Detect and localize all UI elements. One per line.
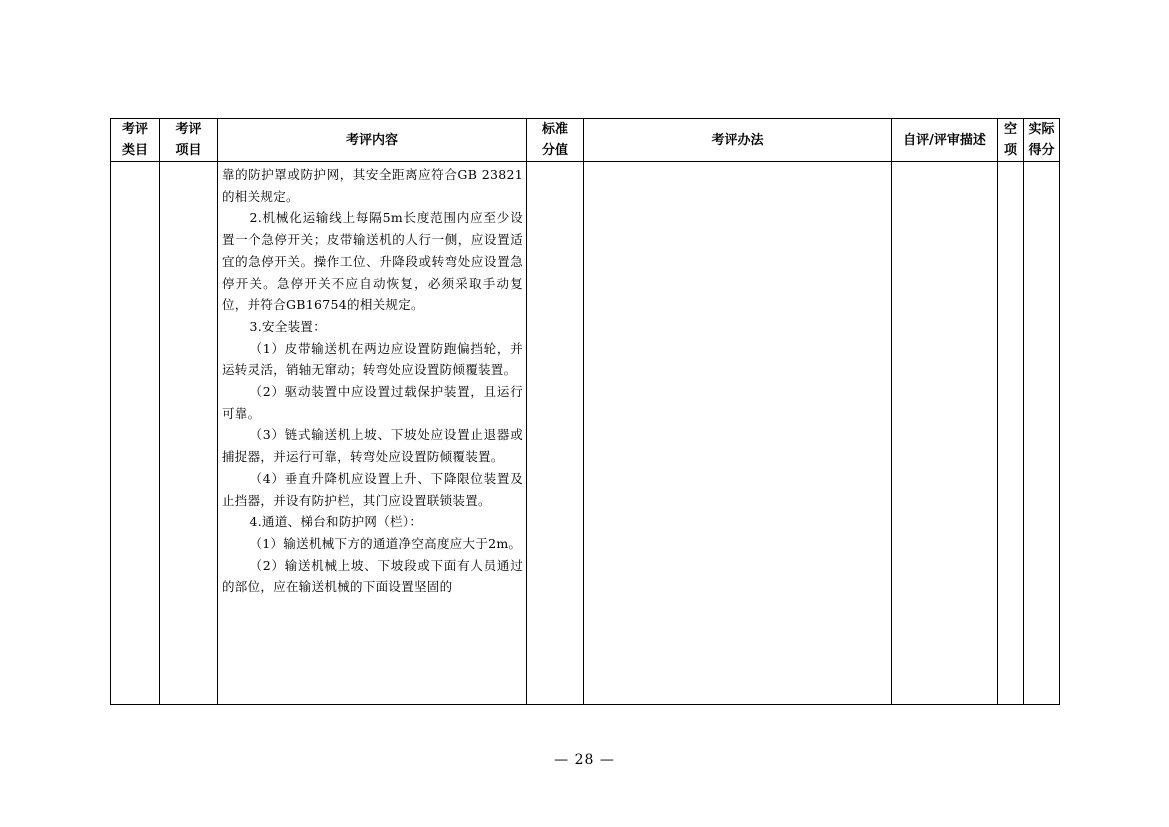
content-paragraph: 4.通道、梯台和防护网（栏）： (249, 514, 423, 530)
table-header-row (111, 119, 1060, 162)
cell-category (111, 162, 160, 705)
cell-method (584, 162, 892, 705)
header-standard-score: 标准 分值 (527, 119, 584, 162)
content-paragraph: （3）链式输送机上坡、下坡处应设置止退器或捕捉器，并运行可靠，转弯处应设置防倾覆装置。 (222, 427, 523, 465)
cell-actual-score (1024, 162, 1060, 705)
content-paragraph: （2）输送机械上坡、下坡段或下面有人员通过的部位，应在输送机械的下面设置坚固的 (222, 557, 523, 595)
header-content: 考评内容 (218, 119, 527, 162)
content-paragraph: （1）皮带输送机在两边应设置防跑偏挡轮，并运转灵活，销轴无窜动；转弯处应设置防倾覆装置。 (222, 340, 523, 378)
header-blank: 空 项 (998, 119, 1024, 162)
page-number: — 28 — (554, 752, 615, 768)
header-self-review: 自评/评审描述 (892, 119, 998, 162)
content-paragraph: 靠的防护罩或防护网，其安全距离应符合GB 23821的相关规定。 (222, 167, 523, 204)
content-paragraph: 2.机械化运输线上每隔5m长度范围内应至少设置一个急停开关；皮带输送机的人行一侧，应设置适宜的急停开关。操作工位、升降段或转弯处应设置急停开关。急停开关不应自动恢复，必须采取手动复位，并符合GB16754的相关规定。 (222, 210, 523, 313)
cell-item (160, 162, 218, 705)
header-item: 考评 项目 (160, 119, 218, 162)
evaluation-table (110, 118, 1060, 705)
table-row (111, 162, 1060, 705)
cell-self-review (892, 162, 998, 705)
content-paragraph: （2）驱动装置中应设置过载保护装置，且运行可靠。 (222, 384, 523, 421)
header-category: 考评 类目 (111, 119, 160, 162)
header-method: 考评办法 (584, 119, 892, 162)
cell-standard-score (527, 162, 584, 705)
cell-content (218, 162, 527, 705)
content-paragraph: 3.安全装置： (249, 318, 327, 334)
cell-blank (998, 162, 1024, 705)
content-paragraph: （1）输送机械下方的通道净空高度应大于2m。 (249, 535, 522, 551)
header-actual-score: 实际 得分 (1024, 119, 1060, 162)
content-text (218, 162, 526, 598)
content-paragraph: （4）垂直升降机应设置上升、下降限位装置及止挡器，并设有防护栏，其门应设置联锁装置。 (222, 470, 523, 508)
